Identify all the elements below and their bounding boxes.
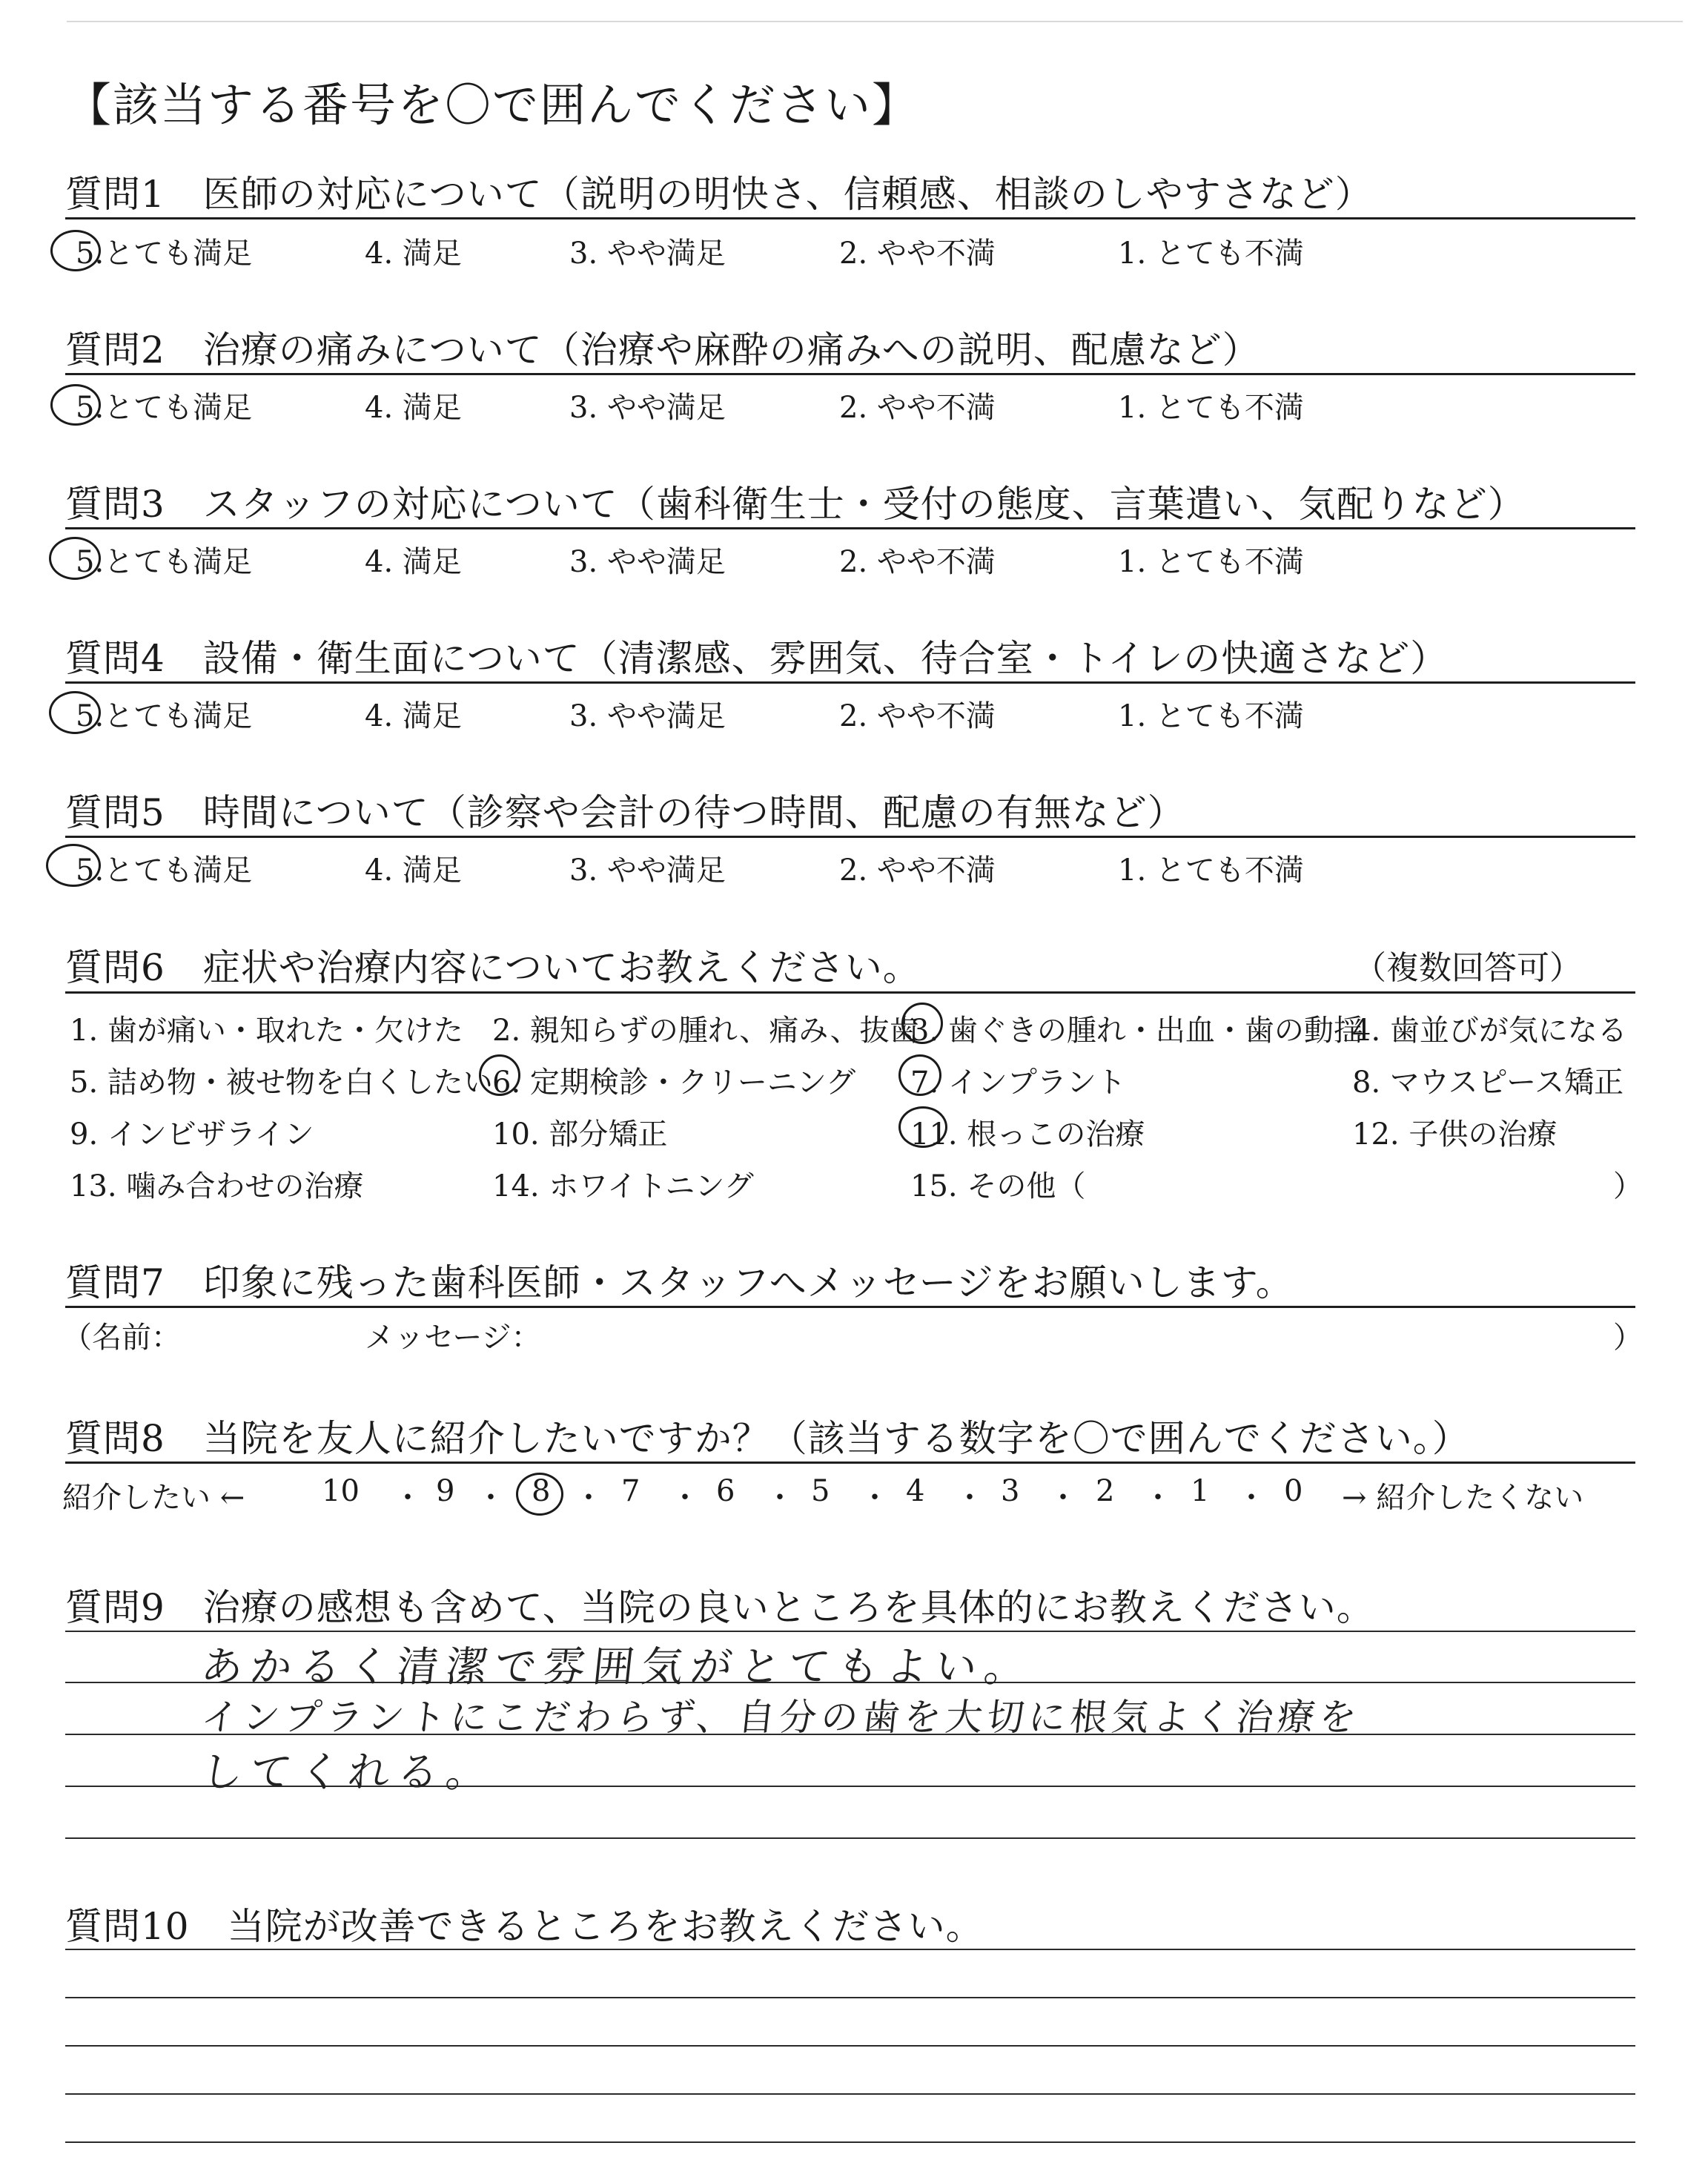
q10-line-5 [65, 2141, 1635, 2143]
q6-selected-circle-6 [479, 1054, 520, 1096]
q6-rule [65, 991, 1635, 994]
q6-heading: 質問6 症状や治療内容についてお教えください。 [65, 946, 921, 989]
q3-option-3[interactable]: 3. やや満足 [569, 545, 726, 579]
q1-option-3[interactable]: 3. やや満足 [569, 237, 726, 271]
q8-number-5[interactable]: 5 [811, 1474, 830, 1508]
q7-name-label: （名前： [62, 1321, 181, 1355]
q1-option-5[interactable]: 5.とても満足 [76, 237, 253, 271]
q8-number-4[interactable]: 4 [906, 1474, 925, 1508]
q8-number-9[interactable]: 9 [436, 1474, 455, 1508]
q4-rule [65, 681, 1635, 684]
q3-heading: 質問3 スタッフの対応について（歯科衛生士・受付の態度、言葉遣い、気配りなど） [65, 483, 1526, 526]
q7-rule [65, 1306, 1635, 1308]
q2-selected-circle [50, 384, 101, 426]
q2-option-1[interactable]: 1. とても不満 [1118, 391, 1304, 425]
q2-heading: 質問2 治療の痛みについて（治療や麻酔の痛みへの説明、配慮など） [65, 328, 1260, 371]
q4-selected-circle [49, 691, 101, 734]
q6-option-3[interactable]: 3. 歯ぐきの腫れ・出血・歯の動揺 [910, 1014, 1363, 1048]
q8-right-label: → 紹介したくない [1342, 1481, 1584, 1515]
q2-option-3[interactable]: 3. やや満足 [569, 391, 726, 425]
q4-option-4[interactable]: 4. 満足 [365, 699, 462, 733]
q1-rule [65, 217, 1635, 219]
q8-number-2[interactable]: 2 [1096, 1474, 1115, 1508]
q4-option-5[interactable]: 5.とても満足 [76, 699, 253, 733]
q6-option-13[interactable]: 13. 噛み合わせの治療 [70, 1169, 364, 1203]
q1-option-2[interactable]: 2. やや不満 [839, 237, 996, 271]
q6-option-10[interactable]: 10. 部分矯正 [492, 1117, 668, 1152]
q6-option-15[interactable]: 15. その他（ [910, 1169, 1086, 1203]
top-border [67, 21, 1683, 22]
q5-selected-circle [46, 844, 101, 887]
q5-option-1[interactable]: 1. とても不満 [1118, 853, 1304, 888]
q9-heading: 質問9 治療の感想も含めて、当院の良いところを具体的にお教えください。 [65, 1586, 1374, 1629]
q8-number-3[interactable]: 3 [1001, 1474, 1020, 1508]
q5-option-4[interactable]: 4. 満足 [365, 853, 462, 888]
q8-number-6[interactable]: 6 [716, 1474, 735, 1508]
q3-option-4[interactable]: 4. 満足 [365, 545, 462, 579]
q4-option-3[interactable]: 3. やや満足 [569, 699, 726, 733]
q8-number-8[interactable]: 8 [532, 1474, 551, 1508]
q6-option-8[interactable]: 8. マウスピース矯正 [1352, 1066, 1624, 1100]
page-title: 【該当する番号を〇で囲んでください】 [65, 78, 920, 132]
q7-message-label: メッセージ： [365, 1321, 541, 1355]
q6-option-1[interactable]: 1. 歯が痛い・取れた・欠けた [70, 1014, 463, 1048]
q3-option-5[interactable]: 5.とても満足 [76, 545, 253, 579]
q9-line-1 [65, 1631, 1635, 1632]
q6-option-7[interactable]: 7. インプラント [910, 1066, 1126, 1100]
q6-option-5[interactable]: 5. 詰め物・被せ物を白くしたい [70, 1066, 493, 1100]
q2-rule [65, 373, 1635, 375]
q10-line-3 [65, 2045, 1635, 2047]
q8-separator: ・ [765, 1481, 795, 1515]
q6-other-close-paren: ） [1613, 1169, 1643, 1203]
q9-handwritten-line-1: あかるく清潔で雰囲気がとてもよい。 [199, 1643, 1036, 1691]
q8-left-label: 紹介したい ← [62, 1481, 245, 1515]
q8-number-7[interactable]: 7 [621, 1474, 640, 1508]
q4-option-1[interactable]: 1. とても不満 [1118, 699, 1304, 733]
q5-rule [65, 836, 1635, 838]
q2-option-2[interactable]: 2. やや不満 [839, 391, 996, 425]
q6-selected-circle-3 [901, 1003, 943, 1044]
q6-option-6[interactable]: 6. 定期検診・クリーニング [492, 1066, 856, 1100]
q10-heading: 質問10 当院が改善できるところをお教えください。 [65, 1905, 984, 1948]
q8-separator: ・ [670, 1481, 700, 1515]
q8-number-1[interactable]: 1 [1191, 1474, 1210, 1508]
q6-multiple-answer-note: （複数回答可） [1354, 949, 1582, 987]
q1-selected-circle [50, 230, 101, 271]
q2-option-5[interactable]: 5.とても満足 [76, 391, 253, 425]
q9-handwritten-line-2: インプラントにこだわらず、自分の歯を大切に根気よく治療を [199, 1696, 1363, 1739]
q5-option-5[interactable]: 5.とても満足 [76, 853, 253, 888]
q8-separator: ・ [1048, 1481, 1078, 1515]
q1-option-1[interactable]: 1. とても不満 [1118, 237, 1304, 271]
q4-option-2[interactable]: 2. やや不満 [839, 699, 996, 733]
q5-option-3[interactable]: 3. やや満足 [569, 853, 726, 888]
q1-option-4[interactable]: 4. 満足 [365, 237, 462, 271]
q3-selected-circle [49, 537, 101, 580]
q6-option-12[interactable]: 12. 子供の治療 [1352, 1117, 1558, 1152]
q8-heading: 質問8 当院を友人に紹介したいですか？（該当する数字を〇で囲んでください。） [65, 1417, 1470, 1460]
q8-separator: ・ [1143, 1481, 1173, 1515]
q6-selected-circle-7 [898, 1054, 941, 1096]
q2-option-4[interactable]: 4. 満足 [365, 391, 462, 425]
q3-rule [65, 527, 1635, 529]
q10-line-4 [65, 2093, 1635, 2095]
q7-close-paren: ） [1613, 1321, 1643, 1355]
q6-option-2[interactable]: 2. 親知らずの腫れ、痛み、抜歯 [492, 1014, 919, 1048]
q9-line-5 [65, 1837, 1635, 1839]
q6-option-4[interactable]: 4. 歯並びが気になる [1352, 1014, 1627, 1048]
q6-selected-circle-11 [898, 1106, 947, 1148]
q8-separator: ・ [476, 1481, 506, 1515]
q10-line-2 [65, 1997, 1635, 1998]
q8-separator: ・ [574, 1481, 603, 1515]
q1-heading: 質問1 医師の対応について（説明の明快さ、信頼感、相談のしやすさなど） [65, 173, 1373, 216]
q8-rule [65, 1462, 1635, 1464]
q8-selected-circle [516, 1473, 563, 1516]
q8-separator: ・ [393, 1481, 423, 1515]
q9-handwritten-line-3: してくれる。 [199, 1748, 497, 1797]
q8-number-0[interactable]: 0 [1284, 1474, 1303, 1508]
q3-option-2[interactable]: 2. やや不満 [839, 545, 996, 579]
q10-line-1 [65, 1949, 1635, 1950]
q8-separator: ・ [860, 1481, 890, 1515]
q7-heading: 質問7 印象に残った歯科医師・スタッフへメッセージをお願いします。 [65, 1261, 1294, 1304]
q5-option-2[interactable]: 2. やや不満 [839, 853, 996, 888]
q6-option-11[interactable]: 11. 根っこの治療 [910, 1117, 1145, 1152]
q8-separator: ・ [1237, 1481, 1266, 1515]
q8-separator: ・ [955, 1481, 984, 1515]
q8-number-10[interactable]: 10 [322, 1474, 360, 1508]
q3-option-1[interactable]: 1. とても不満 [1118, 545, 1304, 579]
q5-heading: 質問5 時間について（診察や会計の待つ時間、配慮の有無など） [65, 791, 1185, 834]
q6-option-14[interactable]: 14. ホワイトニング [492, 1169, 754, 1203]
q4-heading: 質問4 設備・衛生面について（清潔感、雰囲気、待合室・トイレの快適さなど） [65, 637, 1449, 680]
q6-option-9[interactable]: 9. インビザライン [70, 1117, 314, 1152]
